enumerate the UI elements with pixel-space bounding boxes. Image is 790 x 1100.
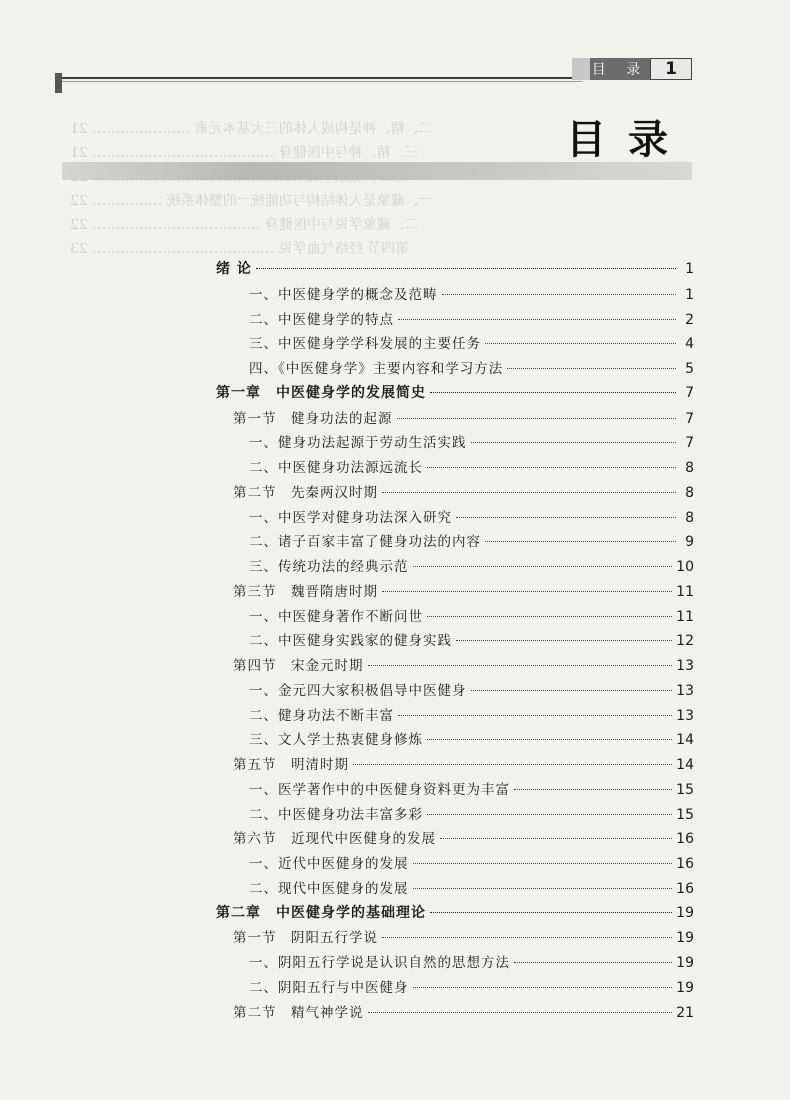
toc-leader-dots [514, 962, 672, 963]
toc-page-number: 19 [676, 979, 694, 996]
toc-leader-dots [427, 616, 672, 617]
toc-page-number: 11 [676, 583, 694, 600]
toc-chapter [216, 258, 694, 282]
toc-subsection [249, 728, 694, 752]
toc-leader-dots [413, 987, 673, 988]
toc-subsection [249, 803, 694, 827]
toc-subsection [249, 951, 694, 975]
header-tick-mark [55, 73, 62, 93]
toc-page-number: 15 [676, 806, 694, 823]
toc-page-number: 8 [685, 484, 694, 501]
toc-entry-title: 一、医学著作中的中医健身资料更为丰富 [249, 781, 510, 798]
toc-leader-dots [456, 517, 676, 518]
toc-entry-title: 二、中医健身学的特点 [249, 311, 394, 328]
toc-entry-title: 四、《中医健身学》主要内容和学习方法 [249, 361, 504, 377]
ghost-line: 第四节 经络气血学说 ………………………………… 23 [70, 241, 410, 257]
toc-leader-dots [256, 268, 676, 269]
toc-section [233, 481, 694, 505]
running-header [572, 58, 692, 80]
toc-entry-title: 绪 论 [216, 261, 252, 277]
ghost-line: 二、藏象学说与中医健身 ……………………………… 22 [70, 217, 419, 233]
toc-page-number: 12 [676, 633, 694, 650]
toc-subsection [249, 357, 694, 381]
toc-subsection [249, 852, 694, 876]
toc-entry-title: 二、中医健身功法源远流长 [249, 460, 423, 476]
toc-page-number: 2 [685, 311, 694, 328]
toc-entry-title: 第二章 中医健身学的基础理论 [216, 904, 426, 921]
toc-entry-title: 一、中医健身著作不断问世 [249, 608, 423, 625]
toc-leader-dots [430, 912, 672, 913]
toc-subsection [249, 778, 694, 802]
header-page-number: 1 [650, 58, 692, 80]
toc-page-number: 10 [676, 559, 694, 575]
toc-subsection [249, 506, 694, 530]
toc-section [233, 407, 694, 431]
toc-section [233, 753, 694, 777]
toc-leader-dots [485, 541, 676, 542]
toc-entry-title: 第一节 健身功法的起源 [233, 410, 393, 427]
toc-leader-dots [382, 591, 672, 592]
toc-leader-dots [413, 888, 673, 889]
toc-leader-dots [427, 467, 676, 468]
header-section-label: 目 录 [590, 58, 650, 80]
toc-leader-dots [413, 566, 673, 567]
toc-page-number: 16 [676, 880, 694, 897]
toc-subsection [249, 629, 694, 653]
toc-section [233, 1001, 694, 1025]
toc-page-number: 5 [685, 361, 694, 377]
toc-entry-title: 三、文人学士热衷健身修炼 [249, 732, 423, 749]
toc-subsection [249, 976, 694, 1000]
toc-section [233, 580, 694, 604]
toc-subsection [249, 605, 694, 629]
toc-subsection [249, 308, 694, 332]
toc-leader-dots [471, 442, 677, 443]
toc-leader-dots [398, 319, 676, 320]
toc-leader-dots [456, 640, 672, 641]
toc-subsection [249, 456, 694, 480]
toc-section [233, 654, 694, 678]
toc-page-number: 16 [676, 856, 694, 872]
toc-page-number: 13 [676, 682, 694, 699]
toc-leader-dots [397, 418, 677, 419]
toc-entry-title: 第一章 中医健身学的发展简史 [216, 384, 426, 401]
toc-page-number: 1 [685, 286, 694, 303]
toc-leader-dots [382, 492, 676, 493]
toc-entry-title: 第六节 近现代中医健身的发展 [233, 831, 436, 848]
toc-entry-title: 二、中医健身功法丰富多彩 [249, 806, 423, 823]
toc-subsection [249, 332, 694, 356]
toc-leader-dots [514, 789, 672, 790]
toc-entry-title: 一、中医健身学的概念及范畴 [249, 286, 438, 303]
toc-page-number: 11 [676, 608, 694, 625]
toc-subsection [249, 877, 694, 901]
toc-leader-dots [382, 937, 672, 938]
toc-leader-dots [413, 863, 673, 864]
toc-subsection [249, 431, 694, 455]
toc-entry-title: 二、中医健身实践家的健身实践 [249, 633, 452, 650]
toc-leader-dots [427, 739, 672, 740]
toc-page-number: 14 [676, 732, 694, 749]
toc-page-number: 16 [676, 831, 694, 848]
toc-entry-title: 二、阴阳五行与中医健身 [249, 979, 409, 996]
toc-leader-dots [507, 368, 676, 369]
header-shade-block [572, 58, 590, 80]
toc-leader-dots [471, 690, 673, 691]
toc-page-number: 7 [685, 384, 694, 401]
toc-entry-title: 二、诸子百家丰富了健身功法的内容 [249, 534, 481, 551]
toc-subsection [249, 704, 694, 728]
toc-subsection [249, 283, 694, 307]
toc-chapter [216, 382, 694, 406]
toc-entry-title: 第四节 宋金元时期 [233, 658, 364, 674]
toc-entry-title: 一、金元四大家积极倡导中医健身 [249, 682, 467, 699]
toc-entry-title: 一、中医学对健身功法深入研究 [249, 509, 452, 526]
toc-entry-title: 三、传统功法的经典示范 [249, 559, 409, 575]
toc-leader-dots [442, 294, 677, 295]
toc-page-number: 19 [676, 904, 694, 921]
toc-entry-title: 第五节 明清时期 [233, 757, 349, 773]
toc-leader-dots [430, 392, 676, 393]
toc-page-number: 19 [676, 930, 694, 947]
toc-entry-title: 第一节 阴阳五行学说 [233, 930, 378, 947]
toc-leader-dots [368, 1012, 673, 1013]
toc-page-number: 13 [676, 658, 694, 674]
toc-entry-title: 第三节 魏晋隋唐时期 [233, 583, 378, 600]
toc-subsection [249, 679, 694, 703]
toc-leader-dots [427, 814, 672, 815]
toc-page-number: 7 [685, 435, 694, 452]
toc-chapter [216, 902, 694, 926]
toc-page-number: 8 [685, 460, 694, 476]
toc-entry-title: 一、阴阳五行学说是认识自然的思想方法 [249, 955, 510, 971]
toc-subsection [249, 530, 694, 554]
toc-page-number: 14 [676, 757, 694, 773]
toc-page-number: 4 [685, 336, 694, 353]
header-rule-thin [62, 81, 582, 82]
toc-page-number: 19 [676, 955, 694, 971]
toc-page-number: 9 [685, 534, 694, 551]
ghost-line: 三、精、神与中医健身 ………………………………… 21 [70, 145, 419, 161]
toc-entry-title: 一、健身功法起源于劳动生活实践 [249, 435, 467, 452]
toc-entry-title: 第二节 精气神学说 [233, 1004, 364, 1021]
toc-section [233, 827, 694, 851]
toc-page-number: 13 [676, 707, 694, 724]
toc-section [233, 926, 694, 950]
toc-leader-dots [440, 838, 672, 839]
toc-entry-title: 第二节 先秦两汉时期 [233, 484, 378, 501]
toc-entry-title: 三、中医健身学学科发展的主要任务 [249, 336, 481, 353]
toc-leader-dots [485, 343, 676, 344]
toc-page-number: 1 [685, 261, 694, 277]
toc-entry-title: 二、现代中医健身的发展 [249, 880, 409, 897]
toc-entry-title: 一、近代中医健身的发展 [249, 856, 409, 872]
ghost-line: 二、精、神是构成人体的三大基本元素 ………………… 21 [70, 121, 433, 137]
toc-leader-dots [398, 715, 672, 716]
toc-page-number: 8 [685, 509, 694, 526]
toc-subsection [249, 555, 694, 579]
page-title: 目录 [566, 117, 690, 163]
toc-entry-title: 二、健身功法不断丰富 [249, 707, 394, 724]
toc-page-number: 7 [685, 410, 694, 427]
toc-leader-dots [353, 764, 672, 765]
toc-page-number: 21 [676, 1004, 694, 1021]
toc-page-number: 15 [676, 781, 694, 798]
toc-leader-dots [368, 665, 673, 666]
ghost-line: 一、藏象是人体结构与功能统一的整体系统 …………… 22 [70, 193, 433, 209]
